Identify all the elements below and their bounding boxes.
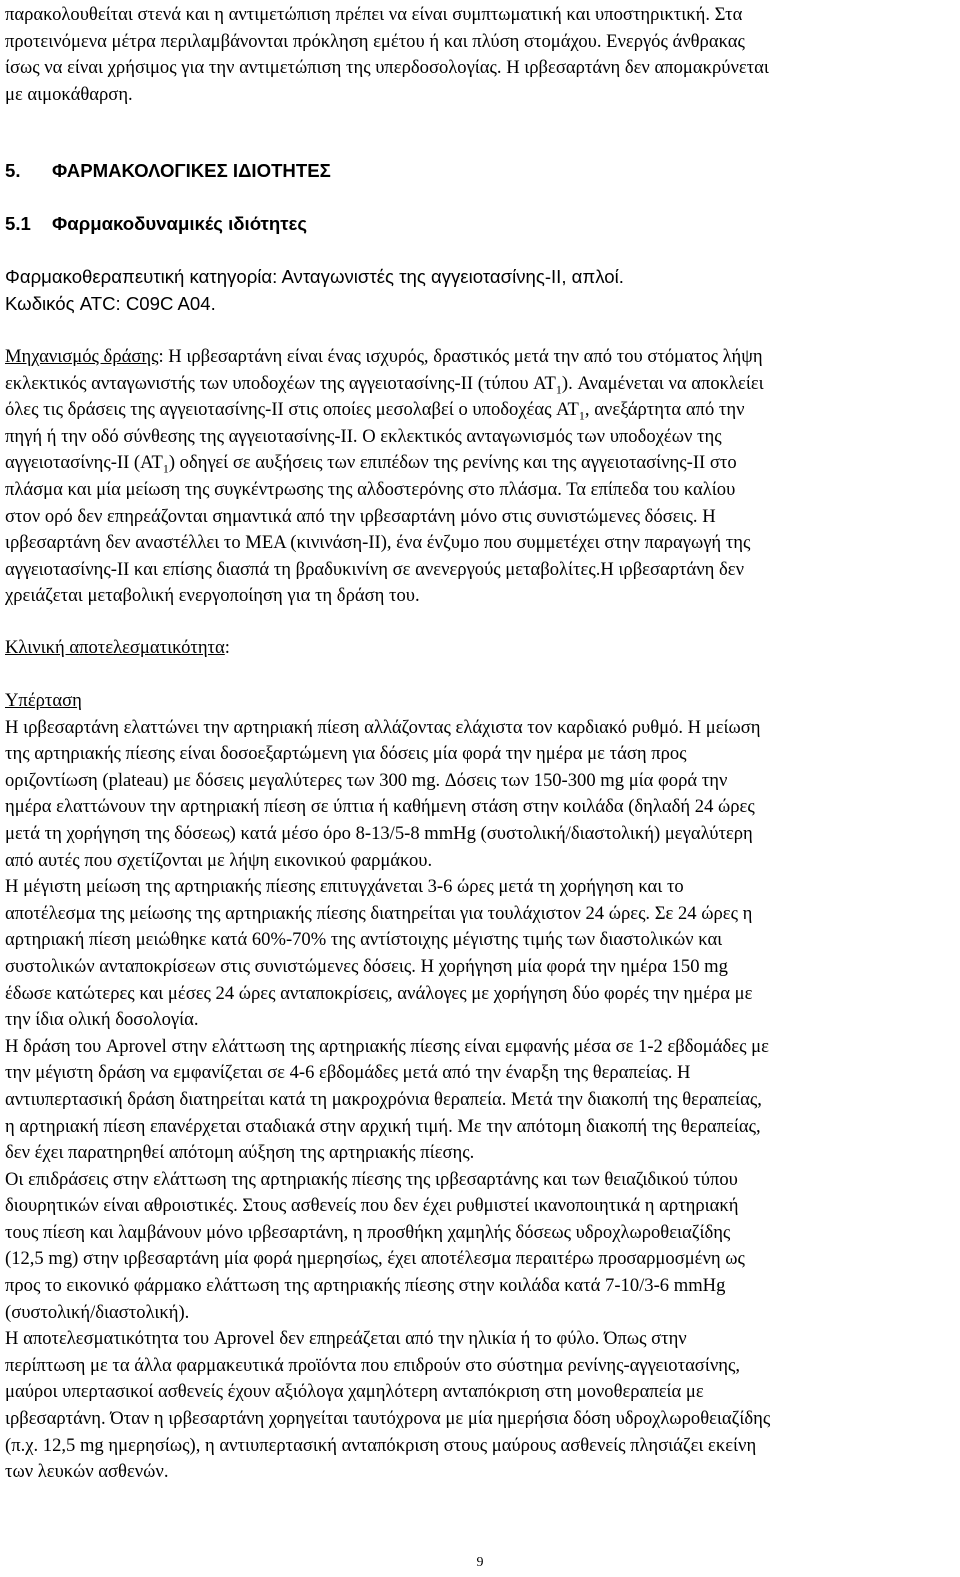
text-line: δεν έχει παρατηρηθεί απότομη αύξηση της αρτηριακής πίεσης.	[5, 1142, 475, 1164]
section-heading	[5, 158, 955, 185]
text-line: τους πίεση και λαμβάνουν μόνο ιρβεσαρτάνη, η προσθήκη χαμηλής δόσεως υδροχλωροθειαζίδης	[5, 1221, 731, 1243]
text-line: η αρτηριακή πίεση επανέρχεται σταδιακά στην αρχική τιμή. Με την απότομη διακοπή της θεραπείας,	[5, 1115, 761, 1137]
text-line: έδωσε κατώτερες και μέσες 24 ώρες ανταποκρίσεις, ανάλογες με χορήγηση δύο φορές την ημέρα με	[5, 982, 753, 1004]
text-line: προτεινόμενα μέτρα περιλαμβάνονται πρόκληση εμέτου ή και πλύση στομάχου. Ενεργός άνθρακας	[5, 30, 745, 52]
text-line: στον ορό δεν επηρεάζονται σημαντικά από την ιρβεσαρτάνη μόνο στις συνιστώμενες δόσεις. Η	[5, 505, 716, 527]
document-page	[5, 0, 955, 1576]
text-line: Οι επιδράσεις στην ελάττωση της αρτηριακής πίεσης της ιρβεσαρτάνης και των θειαζιδικού τύπου	[5, 1168, 738, 1190]
text-line: (12,5 mg) στην ιρβεσαρτάνη μία φορά ημερησίως, έχει αποτέλεσμα περαιτέρω προσαρμοσμένη ως	[5, 1248, 745, 1270]
subsection-title: Φαρμακοδυναμικές ιδιότητες	[52, 213, 308, 234]
text-line: με αιμοκάθαρση.	[5, 83, 133, 105]
subscript: 1	[578, 408, 585, 423]
text-line: Η αποτελεσματικότητα του Aprovel δεν επηρεάζεται από την ηλικία ή το φύλο. Όπως στην	[5, 1328, 687, 1350]
text-line: ίσως να είναι χρήσιμος για την αντιμετώπιση της υπερδοσολογίας. Η ιρβεσαρτάνη δεν απομακρύνεται	[5, 57, 769, 79]
text-line: διουρητικών είναι αθροιστικές. Στους ασθενείς που δεν έχει ρυθμιστεί ικανοποιητικά η αρτηριακή	[5, 1195, 739, 1217]
text-line: οριζοντίωση (plateau) με δόσεις μεγαλύτερες των 300 mg. Δόσεις των 150-300 mg μία φορά την	[5, 769, 728, 791]
text-line: πηγή ή την οδό σύνθεσης της αγγειοτασίνης-II. Ο εκλεκτικός ανταγωνισμός των υποδοχέων της	[5, 425, 722, 447]
mechanism-paragraph	[5, 344, 955, 610]
hypertension-heading: Υπέρταση	[5, 690, 82, 711]
mechanism-text: : Η ιρβεσαρτάνη είναι ένας ισχυρός, δραστικός μετά την από του στόματος λήψη	[158, 346, 763, 367]
mechanism-text: ) οδηγεί σε αυξήσεις των επιπέδων της ρενίνης και της αγγειοτασίνης-II στο	[168, 452, 737, 474]
subscript: 1	[555, 382, 562, 397]
text-line: μετά τη χορήγηση της δόσεως) κατά μέσο όρο 8-13/5-8 mmHg (συστολική/διαστολική) μεγαλύτερη	[5, 822, 753, 844]
atc-code: Κωδικός ATC: C09C A04.	[5, 292, 216, 314]
clinical-efficacy-heading	[5, 635, 955, 662]
text-line	[5, 344, 955, 371]
text-line: (συστολική/διαστολική).	[5, 1301, 190, 1323]
text-line: ιρβεσαρτάνη δεν αναστέλλει το ΜΕΑ (κινινάση-II), ένα ένζυμο που συμμετέχει στην παραγωγή της	[5, 532, 751, 554]
text-line: αγγειοτασίνης-II και επίσης διασπά τη βραδυκινίνη σε ανενεργούς μεταβολίτες.Η ιρβεσαρτάνη δεν	[5, 558, 744, 580]
subscript: 1	[162, 462, 169, 477]
mechanism-text: , ανεξάρτητα από την	[584, 399, 745, 421]
therapeutic-category: Φαρμακοθεραπευτική κατηγορία: Ανταγωνιστές της αγγειοτασίνης-II, απλοί.	[5, 266, 624, 287]
text-line: από αυτές που σχετίζονται με λήψη εικονικού φαρμάκου.	[5, 849, 433, 871]
mechanism-text: εκλεκτικός ανταγωνιστής των υποδοχέων της αγγειοτασίνης-II (τύπου AT	[5, 372, 556, 394]
mechanism-text: αγγειοτασίνης-II (AT	[5, 452, 163, 474]
text-line: την ίδια ολική δοσολογία.	[5, 1009, 199, 1031]
hypertension-block	[5, 688, 955, 1486]
text-line: των λευκών ασθενών.	[5, 1461, 169, 1483]
text-line: χρειάζεται μεταβολική ενεργοποίηση για τη δράση του.	[5, 585, 420, 607]
mechanism-text: ). Αναμένεται να αποκλείει	[561, 372, 764, 394]
text-line: (π.χ. 12,5 mg ημερησίως), η αντιυπερτασική ανταπόκριση στους μαύρους ασθενείς πλησιάζει εκείνη	[5, 1434, 757, 1456]
text-line: συστολικών ανταποκρίσεων στις συνιστώμενες δόσεις. Η χορήγηση μία φορά την ημέρα 150 mg	[5, 955, 728, 977]
section-title: ΦΑΡΜΑΚΟΛΟΓΙΚΕΣ ΙΔΙΟΤΗΤΕΣ	[52, 160, 331, 181]
subsection-heading	[5, 211, 955, 238]
colon: :	[224, 637, 230, 658]
text-line: Η μέγιστη μείωση της αρτηριακής πίεσης επιτυγχάνεται 3-6 ώρες μετά τη χορήγηση και το	[5, 876, 684, 898]
text-line: Η δράση του Aprovel στην ελάττωση της αρτηριακής πίεσης είναι εμφανής μέσα σε 1-2 εβδομάδες με	[5, 1035, 769, 1057]
mechanism-label: Μηχανισμός δράσης	[5, 346, 159, 367]
text-line: αποτέλεσμα της μείωσης της αρτηριακής πίεσης διατηρείται για τουλάχιστον 24 ώρες. Σε 24 ώρες η	[5, 902, 753, 924]
text-line: πλάσμα και μία μείωση της συγκέντρωσης της αλδοστερόνης στο πλάσμα. Τα επίπεδα του καλίου	[5, 478, 736, 500]
text-line: αρτηριακή πίεση μειώθηκε κατά 60%-70% της αντίστοιχης μέγιστης τιμής των διαστολικών και	[5, 929, 723, 951]
subsection-number: 5.1	[5, 213, 31, 234]
page-number: 9	[476, 1555, 484, 1570]
section-number: 5.	[5, 160, 21, 181]
clinical-efficacy-label: Κλινική αποτελεσματικότητα	[5, 637, 225, 658]
text-line: ιρβεσαρτάνη. Όταν η ιρβεσαρτάνη χορηγείται ταυτόχρονα με μία ημερήσια δόση υδροχλωροθειαζίδης	[5, 1408, 771, 1430]
text-line: προς το εικονικό φάρμακο ελάττωση της αρτηριακής πίεσης στην κοιλάδα κατά 7-10/3-6 mmHg	[5, 1275, 726, 1297]
text-line: περίπτωση με τα άλλα φαρμακευτικά προϊόντα που επιδρούν στο σύστημα ρενίνης-αγγειοτασίνης,	[5, 1354, 740, 1376]
text-line	[5, 371, 955, 398]
text-line: της αρτηριακής πίεσης είναι δοσοεξαρτώμενη για δόσεις μία φορά την ημέρα με τάση προς	[5, 743, 687, 765]
mechanism-text: όλες τις δράσεις της αγγειοτασίνης-II στις οποίες μεσολαβεί ο υποδοχέας AT	[5, 399, 579, 421]
text-line: την μέγιστη δράση να εμφανίζεται σε 4-6 εβδομάδες μετά από την έναρξη της θεραπείας. Η	[5, 1062, 691, 1084]
text-line	[5, 450, 955, 477]
classification-block	[5, 264, 955, 317]
text-line: Η ιρβεσαρτάνη ελαττώνει την αρτηριακή πίεση αλλάζοντας ελάχιστα τον καρδιακό ρυθμό. Η μείωση	[5, 716, 761, 738]
text-line: αντιυπερτασική δράση διατηρείται κατά τη μακροχρόνια θεραπεία. Μετά την διακοπή της θεραπείας,	[5, 1088, 762, 1110]
intro-paragraph	[5, 2, 955, 108]
text-line: παρακολουθείται στενά και η αντιμετώπιση πρέπει να είναι συμπτωματική και υποστηρικτική. Στα	[5, 4, 743, 25]
text-line	[5, 397, 955, 424]
text-line: μαύροι υπερτασικοί ασθενείς έχουν αξιόλογα χαμηλότερη ανταπόκριση στη μονοθεραπεία με	[5, 1381, 704, 1403]
text-line: ημέρα ελαττώνουν την αρτηριακή πίεση σε ύπτια ή καθήμενη στάση στην κοιλάδα (δηλαδή 24 ώρες	[5, 796, 755, 818]
